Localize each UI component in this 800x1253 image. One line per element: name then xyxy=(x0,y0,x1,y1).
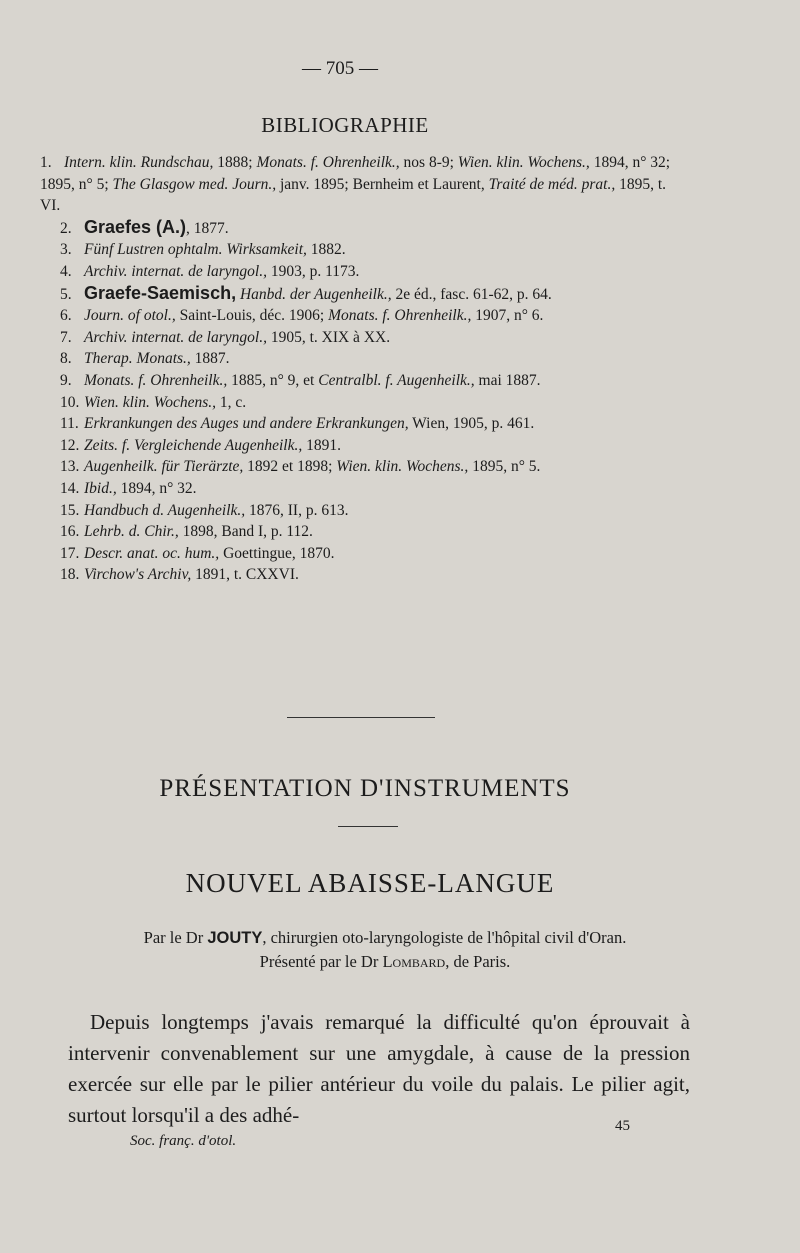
entry-source: Traité de méd. prat., xyxy=(488,175,616,193)
entry-detail: 2e éd., fasc. 61-62, p. 64. xyxy=(391,285,552,303)
entry-detail: janv. 1895; Bernheim et Laurent, xyxy=(276,175,489,193)
bibliography-entry xyxy=(40,370,680,392)
entry-detail: 1888; xyxy=(213,154,257,171)
entry-number: 3. xyxy=(60,241,72,259)
entry-source: Archiv. internat. de laryngol., xyxy=(84,328,267,346)
section-title: PRÉSENTATION D'INSTRUMENTS xyxy=(159,775,571,802)
signature-number: 45 xyxy=(615,1118,630,1134)
entry-number: 2. xyxy=(60,219,72,237)
title-divider xyxy=(338,826,398,827)
entry-number: 16. xyxy=(60,523,80,541)
author-suffix: , chirurgien oto-laryngologiste de l'hôpital civil d'Oran. xyxy=(262,928,627,947)
entry-number: 18. xyxy=(60,566,80,584)
entry-source: Wien. klin. Wochens., xyxy=(336,458,469,476)
entry-detail: 1887. xyxy=(190,350,230,368)
entry-detail: 1895, t. VI. xyxy=(40,175,667,215)
presenter-line xyxy=(65,950,705,974)
bibliography-entry xyxy=(40,283,680,306)
author-name: JOUTY xyxy=(207,929,263,947)
entry-source: Lehrb. d. Chir., xyxy=(84,523,179,541)
entry-source: Intern. klin. Rundschau, xyxy=(64,154,214,171)
entry-source: Zeits. f. Vergleichende Augenheilk., xyxy=(84,436,303,454)
entry-detail: 1891, t. CXXVI. xyxy=(191,566,299,584)
entry-detail: 1903, p. 1173. xyxy=(266,262,360,280)
presenter-name: Lombard xyxy=(382,952,446,971)
article-byline xyxy=(65,926,705,974)
entry-number: 17. xyxy=(60,544,80,562)
entry-number: 7. xyxy=(60,328,72,346)
bibliography-entry xyxy=(40,152,680,217)
bibliography-entry xyxy=(40,521,680,543)
entry-detail: Goettingue, 1870. xyxy=(219,544,335,562)
entry-detail: 1898, Band I, p. 112. xyxy=(178,523,313,541)
entry-source: Hanbd. der Augenheilk., xyxy=(239,285,392,303)
bibliography-entry xyxy=(40,305,680,327)
entry-detail: 1894, n° 32. xyxy=(116,479,197,497)
author-line xyxy=(65,926,705,950)
entry-detail: 1895, n° 5. xyxy=(468,458,541,476)
bibliography-entry xyxy=(40,500,680,522)
entry-number: 9. xyxy=(60,371,72,389)
entry-number: 1. xyxy=(40,154,52,171)
entry-detail: , 1877. xyxy=(186,219,229,237)
entry-number: 8. xyxy=(60,350,72,368)
journal-footer: Soc. franç. d'otol. xyxy=(130,1133,237,1149)
entry-source: Augenheilk. für Tierärzte, xyxy=(84,458,244,476)
entry-source: Journ. of otol., xyxy=(84,307,176,325)
bibliography-entry xyxy=(40,456,680,478)
entry-detail: Saint-Louis, déc. 1906; xyxy=(175,307,329,325)
bibliography-entry xyxy=(40,413,680,435)
entry-detail: 1891. xyxy=(302,436,341,454)
presenter-suffix: , de Paris. xyxy=(445,952,511,971)
entry-source: Virchow's Archiv, xyxy=(84,566,192,584)
entry-number: 15. xyxy=(60,501,80,519)
entry-number: 10. xyxy=(60,393,80,411)
presenter-prefix: Présenté par le Dr xyxy=(259,952,383,971)
entry-detail: 1907, n° 6. xyxy=(471,307,544,325)
article-title: NOUVEL ABAISSE-LANGUE xyxy=(185,868,555,898)
entry-source: Wien. klin. Wochens., xyxy=(84,393,217,411)
entry-source: Monats. f. Ohrenheilk., xyxy=(328,307,472,325)
entry-number: 11. xyxy=(60,415,79,433)
entry-author: Graefe-Saemisch, xyxy=(84,282,237,303)
bibliography-entry xyxy=(40,478,680,500)
entry-detail: 1, c. xyxy=(216,393,247,411)
section-divider xyxy=(287,717,435,718)
entry-detail: Wien, 1905, p. 461. xyxy=(408,415,535,433)
entry-source: Centralbl. f. Augenheilk., xyxy=(318,371,475,389)
entry-number: 4. xyxy=(60,262,72,280)
entry-detail: nos 8-9; xyxy=(399,154,458,171)
entry-source: Handbuch d. Augenheilk., xyxy=(84,501,246,519)
entry-source: Monats. f. Ohrenheilk., xyxy=(84,371,228,389)
entry-number: 12. xyxy=(60,436,80,454)
entry-detail: mai 1887. xyxy=(474,371,541,389)
entry-detail: 1885, n° 9, et xyxy=(227,371,319,389)
article-body: Depuis longtemps j'avais remarqué la difficulté qu'on éprouvait à intervenir convenablement sur une amygdale, à cause de la pression exercée sur elle par le pilier antérieur du voile du palais. Le pilier agit, surtout lorsqu'il a des adhé- xyxy=(68,1010,690,1127)
entry-detail: 1876, II, p. 613. xyxy=(245,501,349,519)
entry-author: Graefes (A.) xyxy=(84,216,187,237)
entry-source: Erkrankungen des Auges und andere Erkrankungen, xyxy=(84,415,409,433)
entry-number: 13. xyxy=(60,458,80,476)
entry-detail: 1894, n° 32; 1895, n° 5; xyxy=(40,154,671,193)
bibliography-entry xyxy=(40,261,680,283)
author-prefix: Par le Dr xyxy=(143,928,208,947)
entry-detail: 1882. xyxy=(306,241,346,259)
entry-source: Archiv. internat. de laryngol., xyxy=(84,262,267,280)
entry-source: Ibid., xyxy=(84,479,117,497)
bibliography-entry xyxy=(40,392,680,414)
entry-source: Monats. f. Ohrenheilk., xyxy=(256,154,400,171)
bibliography-entry xyxy=(40,217,680,240)
bibliography-title: BIBLIOGRAPHIE xyxy=(261,113,429,137)
bibliography-entry xyxy=(40,348,680,370)
entry-number: 5. xyxy=(60,285,72,303)
bibliography-list xyxy=(40,152,680,586)
bibliography-entry xyxy=(40,564,680,586)
entry-source: The Glasgow med. Journ., xyxy=(112,175,277,193)
entry-detail: 1905, t. XIX à XX. xyxy=(266,328,391,346)
bibliography-entry xyxy=(40,327,680,349)
entry-number: 6. xyxy=(60,307,72,325)
bibliography-entry xyxy=(40,543,680,565)
entry-source: Descr. anat. oc. hum., xyxy=(84,544,220,562)
entry-source: Wien. klin. Wochens., xyxy=(457,154,590,171)
entry-source: Therap. Monats., xyxy=(84,350,191,368)
bibliography-entry xyxy=(40,435,680,457)
page-number: — 705 — xyxy=(302,58,378,79)
entry-detail: 1892 et 1898; xyxy=(243,458,337,476)
bibliography-entry xyxy=(40,239,680,261)
entry-number: 14. xyxy=(60,479,80,497)
entry-source: Fünf Lustren ophtalm. Wirksamkeit, xyxy=(84,241,307,259)
